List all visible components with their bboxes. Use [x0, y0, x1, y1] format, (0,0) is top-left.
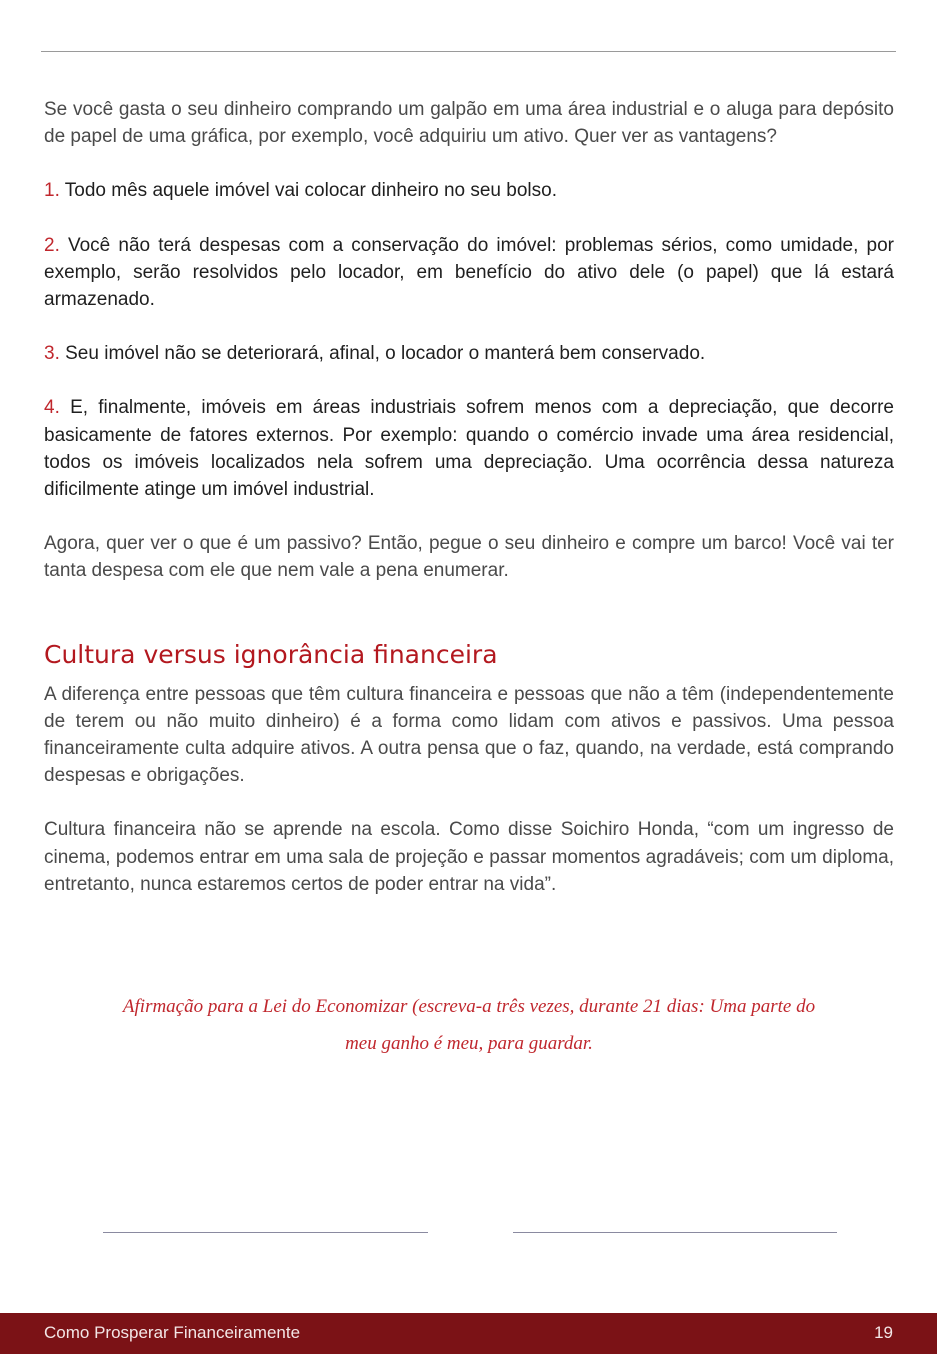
writing-line-left [103, 1232, 428, 1233]
list-number: 1. [44, 180, 60, 202]
passive-paragraph: Agora, quer ver o que é um passivo? Então, pegue o seu dinheiro e compre um barco! Você vai ter tanta despesa com ele que nem vale a pena enumerar. [44, 533, 894, 582]
section-title: Cultura versus ignorância financeira [44, 639, 498, 669]
list-number: 2. [44, 234, 60, 256]
list-number: 3. [44, 343, 60, 365]
list-text: Seu imóvel não se deteriorará, afinal, o locador o manterá bem conservado. [59, 343, 706, 365]
list-item-2 [44, 232, 894, 314]
page-number: 19 [874, 1323, 893, 1342]
header-rule [41, 51, 896, 52]
footer-bar [0, 1313, 937, 1354]
section-paragraph-1: A diferença entre pessoas que têm cultura financeira e pessoas que não a têm (independentemente de terem ou não muito dinheiro) é a forma como lidam com ativos e passivos. Uma pessoa financeiramente culta adquire ativos. A outra pensa que o faz, quando, na verdade, está comprando despesas e obrigações. [44, 683, 894, 787]
affirmation-line-1: Afirmação para a Lei do Economizar (escreva-a três vezes, durante 21 dias: Uma parte do [122, 996, 816, 1017]
list-number: 4. [44, 397, 60, 419]
list-text: E, finalmente, imóveis em áreas industriais sofrem menos com a depreciação, que decorre basicamente de fatores externos. Por exemplo: quando o comércio invade uma área residencial, todos os imóveis localizados nela sofrem uma depreciação. Uma ocorrência dessa natureza dificilmente atinge um imóvel industrial. [44, 397, 894, 501]
affirmation-line-2: meu ganho é meu, para guardar. [345, 1033, 593, 1054]
page-content [44, 96, 894, 898]
writing-line-right [513, 1232, 837, 1233]
list-text: Todo mês aquele imóvel vai colocar dinheiro no seu bolso. [59, 180, 557, 202]
list-item-1 [44, 177, 894, 204]
list-item-4 [44, 394, 894, 503]
intro-paragraph: Se você gasta o seu dinheiro comprando um galpão em uma área industrial e o aluga para depósito de papel de uma gráfica, por exemplo, você adquiriu um ativo. Quer ver as vantagens? [44, 99, 894, 148]
list-item-3 [44, 340, 894, 367]
footer-book-title: Como Prosperar Financeiramente [44, 1323, 301, 1342]
list-text: Você não terá despesas com a conservação do imóvel: problemas sérios, como umidade, por exemplo, serão resolvidos pelo locador, em benefício do ativo dele (o papel) que lá estará armazenado. [44, 234, 894, 311]
section-paragraph-2: Cultura financeira não se aprende na escola. Como disse Soichiro Honda, “com um ingresso de cinema, podemos entrar em uma sala de projeção e passar momentos agradáveis; com um diploma, entretanto, nunca estaremos certos de poder entrar na vida”. [44, 819, 894, 895]
affirmation-text [44, 988, 894, 1062]
